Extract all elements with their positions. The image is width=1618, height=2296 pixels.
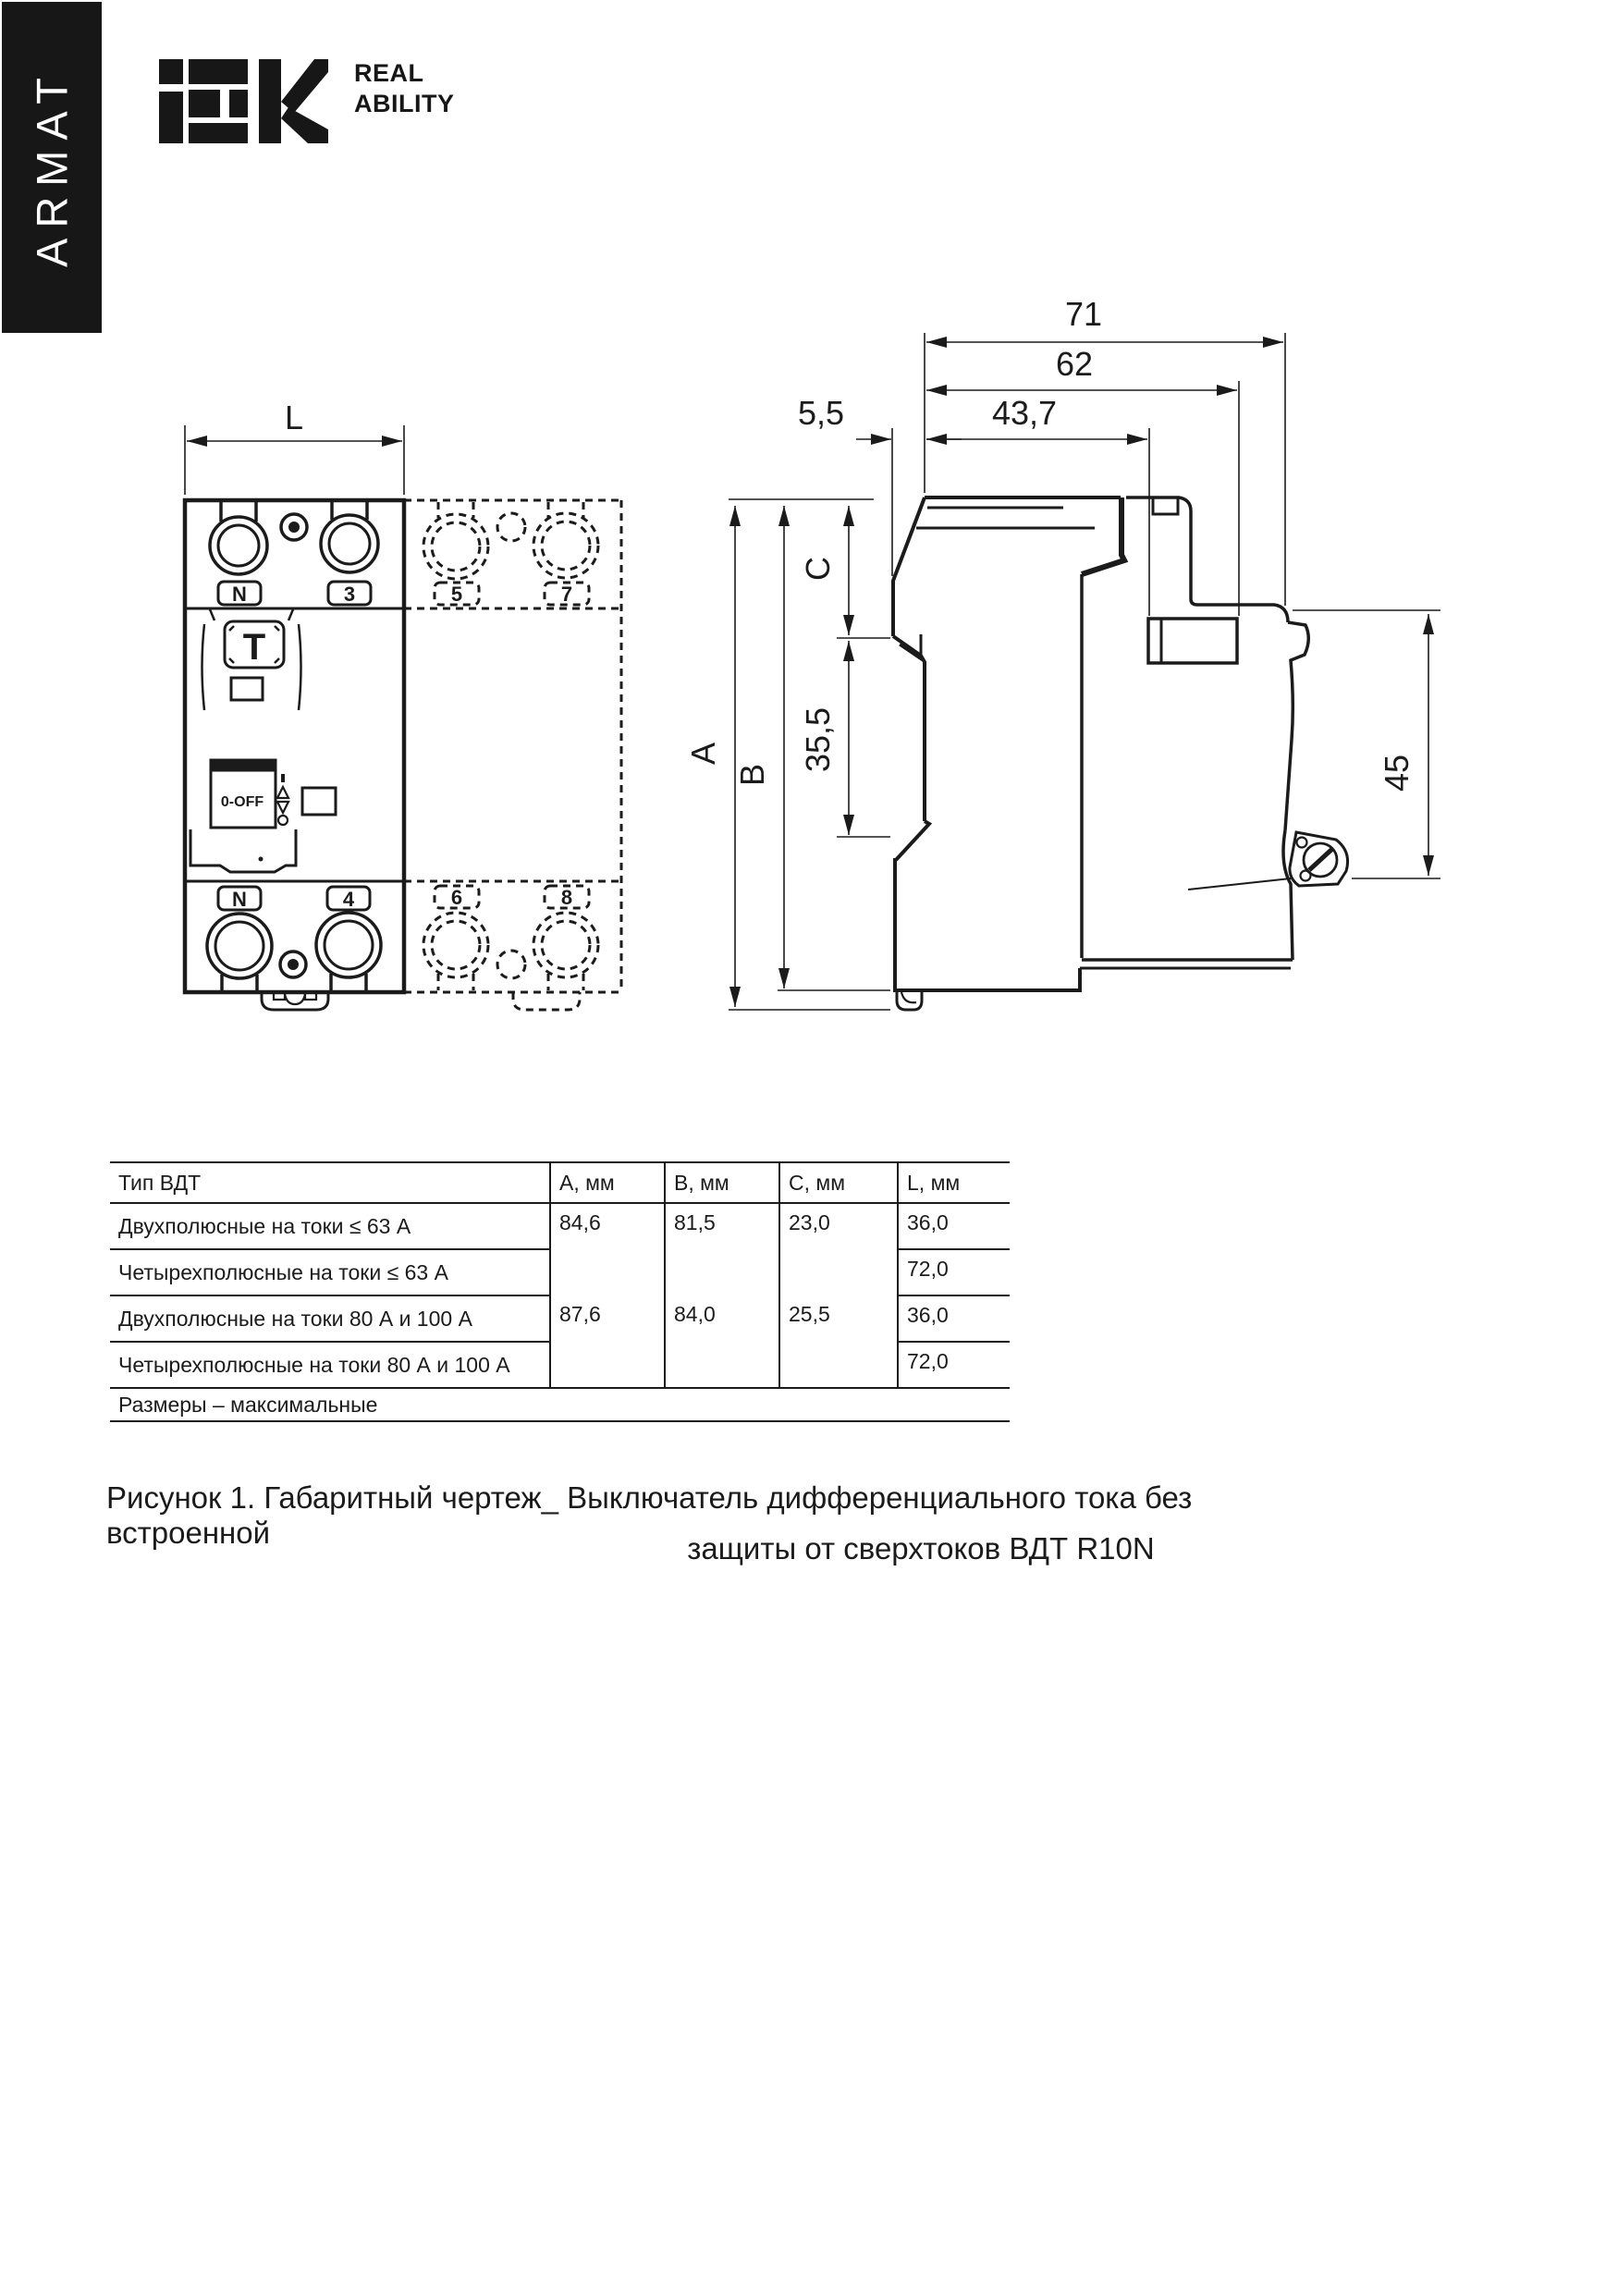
front-dashed-module bbox=[404, 500, 621, 1010]
tagline-line1: REAL bbox=[354, 59, 424, 87]
cell-l: 36,0 bbox=[898, 1203, 1010, 1249]
dim-45-label: 45 bbox=[1378, 754, 1416, 792]
dim-5-5-label: 5,5 bbox=[797, 394, 845, 432]
figure-caption-line2: защиты от сверхтоков ВДТ R10N bbox=[687, 1531, 1155, 1565]
terminal-label-8: 8 bbox=[560, 886, 573, 909]
armat-banner-text: ARMAT bbox=[27, 67, 77, 268]
front-dim-L-label: L bbox=[284, 399, 304, 436]
cell-type: Четырехполюсные на токи 80 А и 100 А bbox=[118, 1352, 510, 1377]
dim-62-label: 62 bbox=[1055, 345, 1094, 383]
terminal-label-3: 3 bbox=[343, 583, 356, 606]
terminal-label-6: 6 bbox=[450, 886, 463, 909]
cell-a: 84,6 bbox=[550, 1203, 665, 1295]
switch-position-label: 0-OFF bbox=[220, 794, 264, 810]
col-header-b: В, мм bbox=[665, 1162, 779, 1203]
dimensions-table bbox=[110, 1161, 1010, 1422]
col-header-type: Тип ВДТ bbox=[110, 1162, 550, 1203]
cell-type: Четырехполюсные на токи ≤ 63 А bbox=[110, 1249, 550, 1295]
front-switch bbox=[190, 760, 336, 872]
terminal-label-7: 7 bbox=[560, 583, 573, 606]
col-header-a: А, мм bbox=[550, 1162, 665, 1203]
front-din-clip bbox=[262, 992, 328, 1010]
cell-c: 25,5 bbox=[779, 1295, 898, 1388]
table-footnote-row bbox=[110, 1388, 1010, 1421]
col-header-c: С, мм bbox=[779, 1162, 898, 1203]
table-footnote: Размеры – максимальные bbox=[110, 1388, 1010, 1421]
front-view bbox=[185, 425, 621, 1010]
terminal-label-n-bottom: N bbox=[232, 888, 247, 911]
dim-C-label: C bbox=[799, 557, 837, 581]
side-view bbox=[729, 333, 1440, 1010]
terminal-label-4: 4 bbox=[342, 888, 355, 911]
cell-l: 72,0 bbox=[898, 1249, 1010, 1295]
table-header-row bbox=[110, 1162, 1010, 1203]
figure-caption-line1: Рисунок 1. Габаритный чертеж_ Выключатель дифференциального тока без встроенной bbox=[106, 1480, 1193, 1550]
terminal-label-n-top: N bbox=[232, 583, 247, 606]
cell-b: 84,0 bbox=[665, 1295, 779, 1388]
cell-b: 81,5 bbox=[665, 1203, 779, 1295]
test-button-label: T bbox=[242, 627, 266, 668]
col-header-l: L, мм bbox=[898, 1162, 1010, 1203]
table-row bbox=[110, 1203, 1010, 1249]
side-body bbox=[893, 497, 1348, 1010]
dim-A-label: A bbox=[684, 742, 722, 766]
cell-l: 72,0 bbox=[898, 1342, 1010, 1388]
dim-43-7-label: 43,7 bbox=[991, 394, 1058, 432]
cell-type: Двухполюсные на токи 80 А и 100 А bbox=[110, 1295, 550, 1342]
side-dimensions bbox=[729, 333, 1440, 1010]
table-row bbox=[110, 1295, 1010, 1342]
dim-35-5-label: 35,5 bbox=[799, 706, 837, 773]
dimensional-drawing bbox=[0, 0, 1618, 1110]
cell-a: 87,6 bbox=[550, 1295, 665, 1388]
cell-l: 36,0 bbox=[898, 1295, 1010, 1342]
tagline-line2: ABILITY bbox=[354, 90, 455, 117]
terminal-label-5: 5 bbox=[450, 583, 463, 606]
cell-type: Двухполюсные на токи ≤ 63 А bbox=[110, 1203, 550, 1249]
dim-71-label: 71 bbox=[1064, 295, 1103, 333]
cell-c: 23,0 bbox=[779, 1203, 898, 1295]
dim-B-label: B bbox=[733, 763, 771, 787]
